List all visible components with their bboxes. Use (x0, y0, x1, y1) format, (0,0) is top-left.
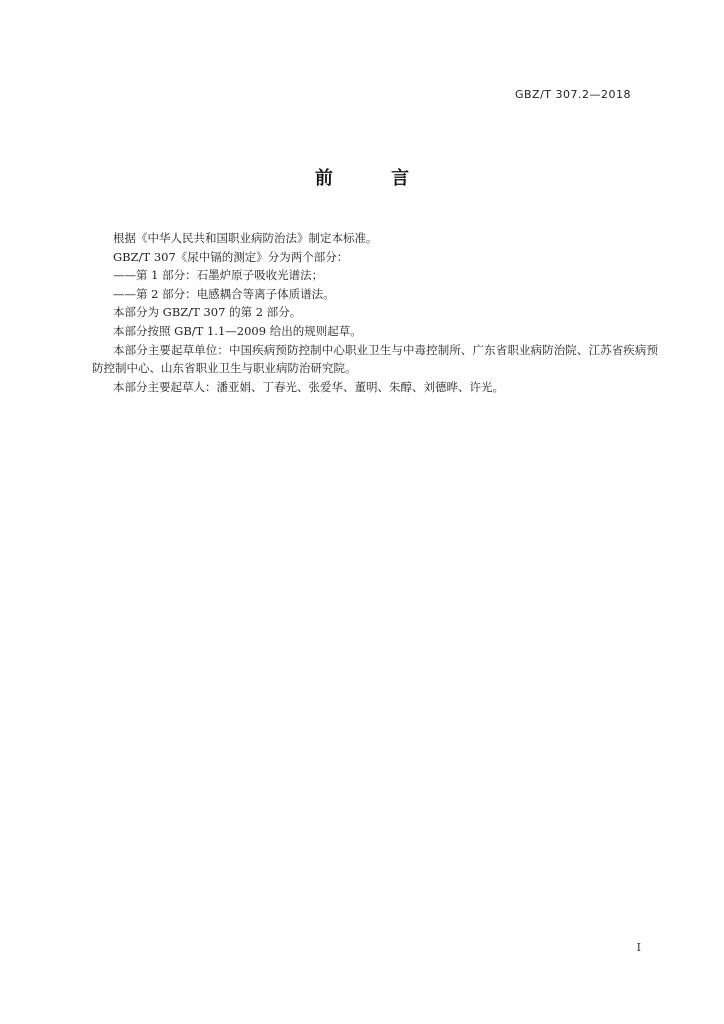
paragraph-drafting-units: 本部分主要起草单位：中国疾病预防控制中心职业卫生与中毒控制所、广东省职业病防治院、江苏省疾病预防控制中心、山东省职业卫生与职业病防治研究院。 (92, 342, 658, 376)
page-number: I (636, 941, 641, 954)
paragraph-parts-intro: GBZ/T 307《尿中镉的测定》分为两个部分： (113, 249, 349, 264)
list-item-part-2: ——第 2 部分：电感耦合等离子体质谱法。 (113, 286, 335, 301)
paragraph-drafting-rules: 本部分按照 GB/T 1.1—2009 给出的规则起草。 (113, 323, 362, 338)
foreword-body (92, 229, 658, 396)
paragraph-legal-basis: 根据《中华人民共和国职业病防治法》制定本标准。 (113, 231, 378, 245)
document-code: GBZ/T 307.2—2018 (514, 88, 631, 101)
page-title: 前 言 (314, 168, 436, 189)
paragraph-this-part: 本部分为 GBZ/T 307 的第 2 部分。 (113, 305, 302, 320)
list-item-part-1: ——第 1 部分：石墨炉原子吸收光谱法； (113, 268, 324, 283)
paragraph-drafters: 本部分主要起草人：潘亚娟、丁春光、张爱华、董明、朱醇、刘德晔、许光。 (113, 379, 504, 394)
